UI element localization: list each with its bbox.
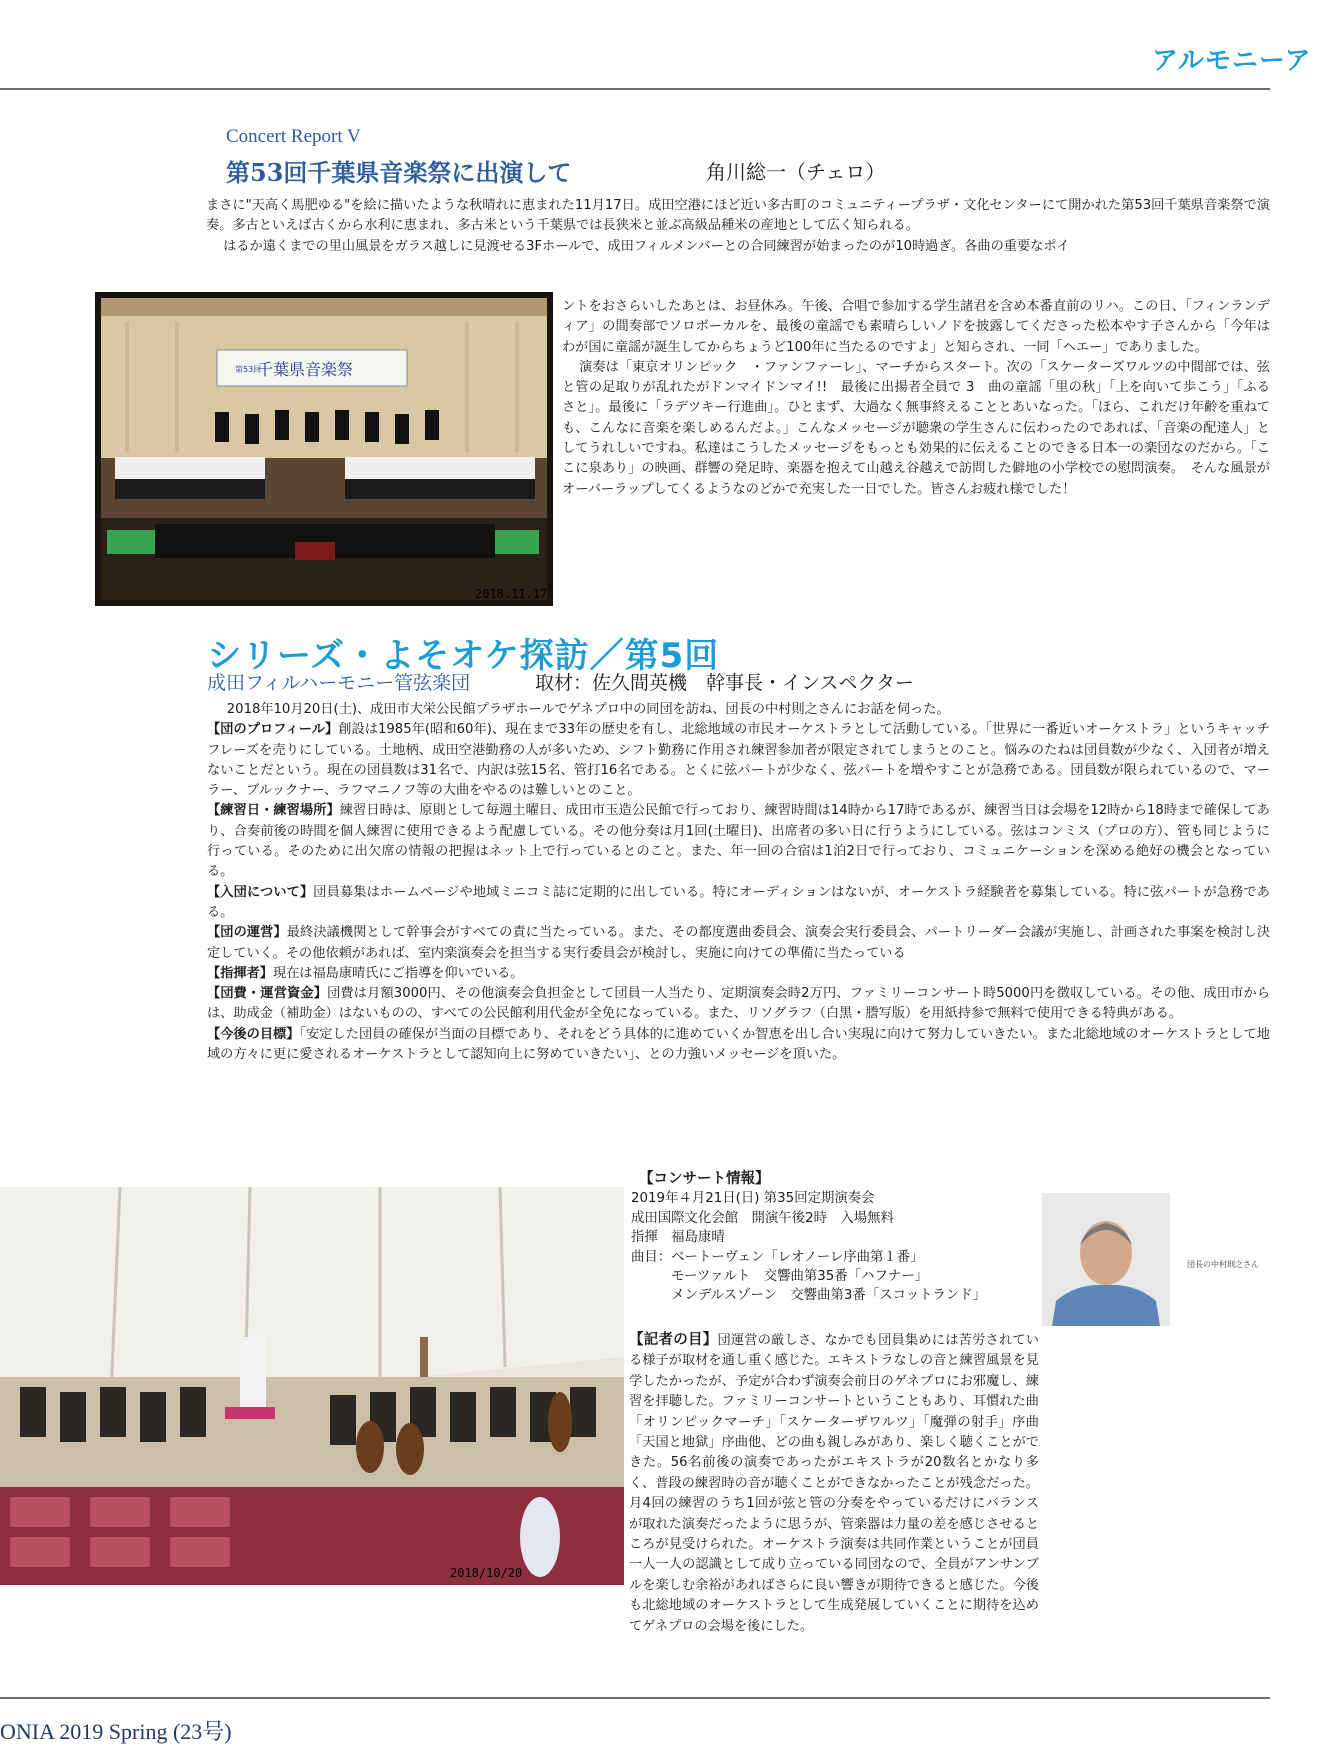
stage-banner-sub: 第53回 bbox=[235, 365, 262, 374]
footer-text: ONIA 2019 Spring (23号) bbox=[0, 1719, 232, 1744]
section-text: 現在は福島康晴氏にご指導を仰いでいる。 bbox=[272, 965, 524, 981]
section-practice bbox=[207, 801, 1270, 882]
orchestra-name: 成田フィルハーモニー管弦楽団 bbox=[207, 672, 471, 694]
portrait-caption: 団長の中村則之さん bbox=[1187, 1260, 1259, 1269]
section-heading: 【団費・運営資金】 bbox=[207, 986, 328, 1002]
series-body bbox=[207, 700, 1270, 1065]
concert-info-line: 指揮 福島康晴 bbox=[631, 1230, 725, 1246]
portrait-photo bbox=[1042, 1193, 1170, 1326]
reporter-paragraph bbox=[629, 1330, 1039, 1637]
stage-banner-text: 千葉県音楽祭 bbox=[256, 360, 354, 379]
rehearsal-photo bbox=[0, 1187, 624, 1585]
section-text: 「安定した団員の確保が当面の目標であり、それをどう具体的に進めていくか智恵を出し合い実現に向けて努力していきたい。また北総地域のオーケストラとして地域の方々に更に愛されるオーケストラとして認知向上に努めていきたい」、との力強いメッセージを頂いた。 bbox=[207, 1026, 1270, 1063]
concert-info-line: 成田国際文化会館 開演午後2時 入場無料 bbox=[631, 1210, 894, 1226]
intro-paragraph: まさに"天高く馬肥ゆる"を絵に描いたような秋晴れに恵まれた11月17日。成田空港にほど近い多古町のコミュニティープラザ・文化センターにて開かれた第53回千葉県音楽祭で演奏。多古といえば古くから水利に恵まれ、多古米という千葉県では長狭米と並ぶ高級品種米の産地として広く知られる。 bbox=[206, 198, 1270, 234]
section-profile bbox=[207, 720, 1270, 801]
series-title: シリーズ・よそオケ探訪／第5回 bbox=[207, 636, 720, 676]
concert-info-line: 2019年４月21日(日) 第35回定期演奏会 bbox=[631, 1191, 875, 1207]
footer-rule bbox=[0, 1697, 1270, 1699]
concert-report-author: 角川総一（チェロ） bbox=[706, 160, 886, 184]
reporter-section bbox=[631, 1330, 1039, 1637]
section-heading: 【練習日・練習場所】 bbox=[207, 803, 340, 819]
series-lead: 2018年10月20日(土)、成田市大栄公民館プラザホールでゲネプロ中の同団を訪ね、団長の中村則之さんにお話を伺った。 bbox=[226, 702, 950, 717]
section-heading: 【団の運営】 bbox=[207, 925, 287, 941]
magazine-logo: アルモニーア bbox=[1152, 46, 1312, 76]
concert-report-body bbox=[562, 297, 1270, 500]
para1-head: はるか遠くまでの里山風景をガラス越しに見渡せる3Fホールで、成田フィルメンバーとの合同練習が始まったのが10時過ぎ。各曲の重要なポイ bbox=[223, 238, 1070, 254]
section-text: 団費は月額3000円、その他演奏会負担金として団員一人当たり、定期演奏会時2万円、ファミリーコンサート時5000円を徴収している。その他、成田市からは、助成金（補助金）はないものの、すべての公民館利用代金が全免になっている。また、リソグラフ（白黒・謄写版）を用紙持参で無料で使用できる特典がある。 bbox=[207, 986, 1270, 1022]
concert-info bbox=[631, 1170, 1031, 1306]
section-heading: 【入団について】 bbox=[207, 884, 314, 900]
rehearsal-photo-date: 2018/10/20 bbox=[450, 1566, 523, 1580]
concert-photo bbox=[95, 292, 553, 606]
para1-body: ントをおさらいしたあとは、お昼休み。午後、合唱で参加する学生諸君を含め本番直前のリハ。この日、「フィンランディア」の間奏部でソロボーカルを、最後の童謡でも素晴らしいノドを披露してくださった松本やす子さんから「今年はわが国に童謡が誕生してからちょうど100年に当たるのですよ」と知らされ、一同「ヘエー」でありました。 bbox=[562, 299, 1270, 355]
section-text: 最終決議機関として幹事会がすべての責に当たっている。また、その都度選曲委員会、演奏会実行委員会、パートリーダー会議が実施し、計画された事案を検討し決定していく。その他依頼があれば、室内楽演奏会を担当する実行委員会が検討し、実施に向けての準備に当たっている bbox=[207, 925, 1271, 961]
section-fees bbox=[207, 984, 1270, 1025]
reporter-heading: 【記者の目】 bbox=[629, 1332, 718, 1348]
concert-photo-date: 2018.11.17 bbox=[475, 587, 548, 601]
concert-report-label: Concert Report V bbox=[226, 126, 361, 147]
section-conductor bbox=[207, 964, 1270, 984]
concert-photo-image bbox=[95, 292, 553, 606]
section-goals bbox=[207, 1025, 1270, 1066]
concert-info-line: 曲目：ベートーヴェン「レオノーレ序曲第１番」 bbox=[631, 1249, 924, 1265]
concert-info-line: メンデルスゾーン 交響曲第3番「スコットランド」 bbox=[631, 1288, 987, 1304]
section-management bbox=[207, 923, 1270, 964]
section-text: 団員募集はホームページや地域ミニコミ誌に定期的に出している。特にオーディションはないが、オーケストラ経験者を募集している。特に弦パートが急務である。 bbox=[207, 884, 1270, 920]
interviewer-credit: 取材：佐久間英機 幹事長・インスペクター bbox=[535, 672, 915, 694]
portrait-image bbox=[1042, 1193, 1170, 1326]
section-joining bbox=[207, 883, 1270, 924]
section-text: 創設は1985年(昭和60年)、現在まで33年の歴史を有し、北総地域の市民オーケストラとして活動している。「世界に一番近いオーケストラ」というキャッチフレーズを売りにしている。土地柄、成田空港勤務の人が多いため、シフト勤務に作用され練習参加者が限定されてしまうとのこと。悩みのたねは団員数が少なく、入団者が増えないことだという。現在の団員数は31名で、内訳は弦15名、管打16名である。とくに弦パートが少なく、弦パートを増やすことが急務である。団員数が限られているので、マーラー、ブルックナー、ラフマニノフ等の大曲をやるのは難しいとのこと。 bbox=[207, 722, 1270, 799]
concert-report-title: 第53回千葉県音楽祭に出演して bbox=[226, 158, 572, 187]
concert-info-heading: 【コンサート情報】 bbox=[639, 1171, 770, 1187]
concert-info-line: モーツァルト 交響曲第35番「ハフナー」 bbox=[631, 1269, 929, 1285]
para2: 演奏は「東京オリンピック ・ファンファーレ」、マーチからスタート。次の「スケーターズワルツの中間部では、弦と管の足取りが乱れたがドンマイドンマイ!! 最後に出揚者全員で 3 曲の童謡「里の秋」「上を向いて歩こう」「ふるさと」。最後に「ラデツキー行進曲」。ひとまず、大過なく無事終えることとあいなった。「ほら、これだけ年齢を重ねても、こんなに音楽を楽しめるんだよ。」こんなメッセージが聴衆の学生さんに伝わったのであれば、「音楽の配達人」としてうれしいですね。私達はこうしたメッセージをもっとも効果的に伝えることのできる日本一の楽団なのだから。「ここに泉あり」の映画、群響の発足時、楽器を抱えて山越え谷越えで訪問した僻地の小学校での慰問演奏。 そんな風景がオーバーラップしてくるようなのどかで充実した一日でした。皆さんお疲れ様でした！ bbox=[562, 359, 1270, 497]
section-heading: 【団のプロフィール】 bbox=[207, 722, 339, 738]
section-text: 練習日時は、原則として毎週土曜日、成田市玉造公民館で行っており、練習時間は14時から17時であるが、練習当日は会場を12時から18時まで確保してあり、合奏前後の時間を個人練習に使用できるよう配慮している。その他分奏は月1回(土曜日)、出席者の多い日に行うようにしている。弦はコンミス（プロの方）、管も同じように行っている。そのために出欠席の情報の把握はネット上で行っているとのこと。また、年一回の合宿は1泊2日で行っており、コミュニケーションを深める絶好の機会となっている。 bbox=[207, 803, 1270, 880]
reporter-text: 団運営の厳しさ、なかでも団員集めには苦労されている様子が取材を通し重く感じた。エキストラなしの音と練習風景を見学したかったが、予定が合わず演奏会前日のゲネプロにお邪魔し、練習を拝聴した。ファミリーコンサートということもあり、耳慣れた曲「オリンピックマーチ」「スケーターザワルツ」「魔弾の射手」序曲「天国と地獄」序曲他、どの曲も親しみがあり、楽しく聴くことができた。56名前後の演奏であったがエキストラが20数名とかなり多く、普段の練習時の音が聴くことができなかったことが残念だった。月4回の練習のうち1回が弦と管の分奏をやっているだけにバランスが取れた演奏だったように思うが、管楽器は力量の差を感じさせるところが見受けられた。オーケストラ演奏は共同作業ということが団員一人一人の認識として成り立っている同団なので、全員がアンサンブルを楽しむ余裕があればさらに良い響きが期待できると感じた。今後も北総地域のオーケストラとして生成発展していくことに期待を込めてゲネプロの会場を後にした。 bbox=[629, 1333, 1039, 1634]
section-heading: 【指揮者】 bbox=[207, 965, 273, 981]
rehearsal-photo-image bbox=[0, 1187, 624, 1585]
header-rule bbox=[0, 88, 1270, 90]
concert-report-intro bbox=[206, 196, 1270, 257]
section-heading: 【今後の目標】 bbox=[207, 1026, 300, 1042]
